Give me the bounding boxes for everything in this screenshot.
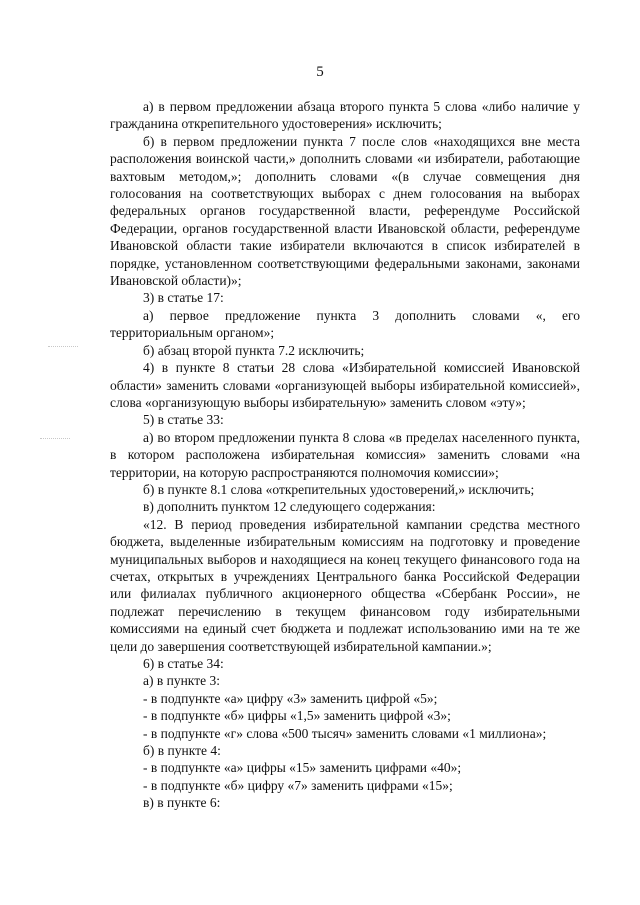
paragraph: б) в пункте 4: [143, 743, 221, 759]
list-item: - в подпункте «а» цифру «3» заменить цифрой «5»; [143, 690, 438, 706]
page-number: 5 [316, 64, 324, 80]
scan-artifact [48, 346, 78, 347]
paragraph: а) во втором предложении пункта 8 слова «в пределах населенного пункта, в котором расположена избирательная комиссия» заменить словами «на территории, на которую распространяются полномочия комиссии»; [110, 429, 580, 480]
scan-artifact [40, 438, 70, 439]
list-item: - в подпункте «б» цифры «1,5» заменить цифрой «3»; [143, 708, 451, 724]
paragraph: 3) в статье 17: [143, 290, 224, 306]
list-item: - в подпункте «б» цифру «7» заменить цифрами «15»; [143, 777, 453, 793]
paragraph: 4) в пункте 8 статьи 28 слова «Избирательной комиссией Ивановской области» заменить словами «организующей выборы избирательной комиссией», слова «организующую выборы избирательную» заменить словом «эту»; [110, 360, 580, 410]
paragraph: в) дополнить пунктом 12 следующего содержания: [143, 499, 436, 515]
paragraph: в) в пункте 6: [143, 795, 221, 811]
quoted-paragraph: «12. В период проведения избирательной кампании средства местного бюджета, выделенные избирательным комиссиям на подготовку и проведение муниципальных выборов и находящиеся на конец текущего финансового года на счетах, открытых в учреждениях Центрального банка Российской Федерации или филиалах публичного акционерного общества «Сбербанк России», не подлежат перечислению в текущем финансовом году избирательными комиссиями на единый счет бюджета и подлежат использованию ими на те же цели до завершения соответствующей избирательной кампании.»; [110, 516, 580, 654]
list-item: - в подпункте «г» слова «500 тысяч» заменить словами «1 миллиона»; [143, 725, 547, 741]
paragraph: б) в пункте 8.1 слова «открепительных удостоверений,» исключить; [143, 481, 535, 497]
paragraph: 6) в статье 34: [143, 656, 224, 671]
list-item: - в подпункте «а» цифры «15» заменить цифрами «40»; [143, 760, 462, 776]
paragraph: а) в первом предложении абзаца второго пункта 5 слова «либо наличие у гражданина открепительного удостоверения» исключить; [110, 99, 580, 132]
paragraph: а) первое предложение пункта 3 дополнить словами «, его территориальным органом»; [110, 307, 580, 341]
paragraph: 5) в статье 33: [143, 412, 224, 428]
document-body [110, 98, 580, 812]
paragraph: б) в первом предложении пункта 7 после слов «находящихся вне места расположения воинской части,» дополнить словами «и избиратели, работающие вахтовым методом,»; дополнить словами «(в случае совмещения дня голосования на соответствующих выборах с днем голосования на выборах федеральных органов государственной власти, референдуме Российской Федерации, органов государственной власти Ивановской области, референдуме Ивановской области такие избиратели включаются в список избирателей в порядке, установленном соответствующими федеральными законами, законами Ивановской области)»; [110, 133, 580, 289]
paragraph: а) в пункте 3: [143, 673, 220, 689]
paragraph: б) абзац второй пункта 7.2 исключить; [143, 342, 365, 358]
